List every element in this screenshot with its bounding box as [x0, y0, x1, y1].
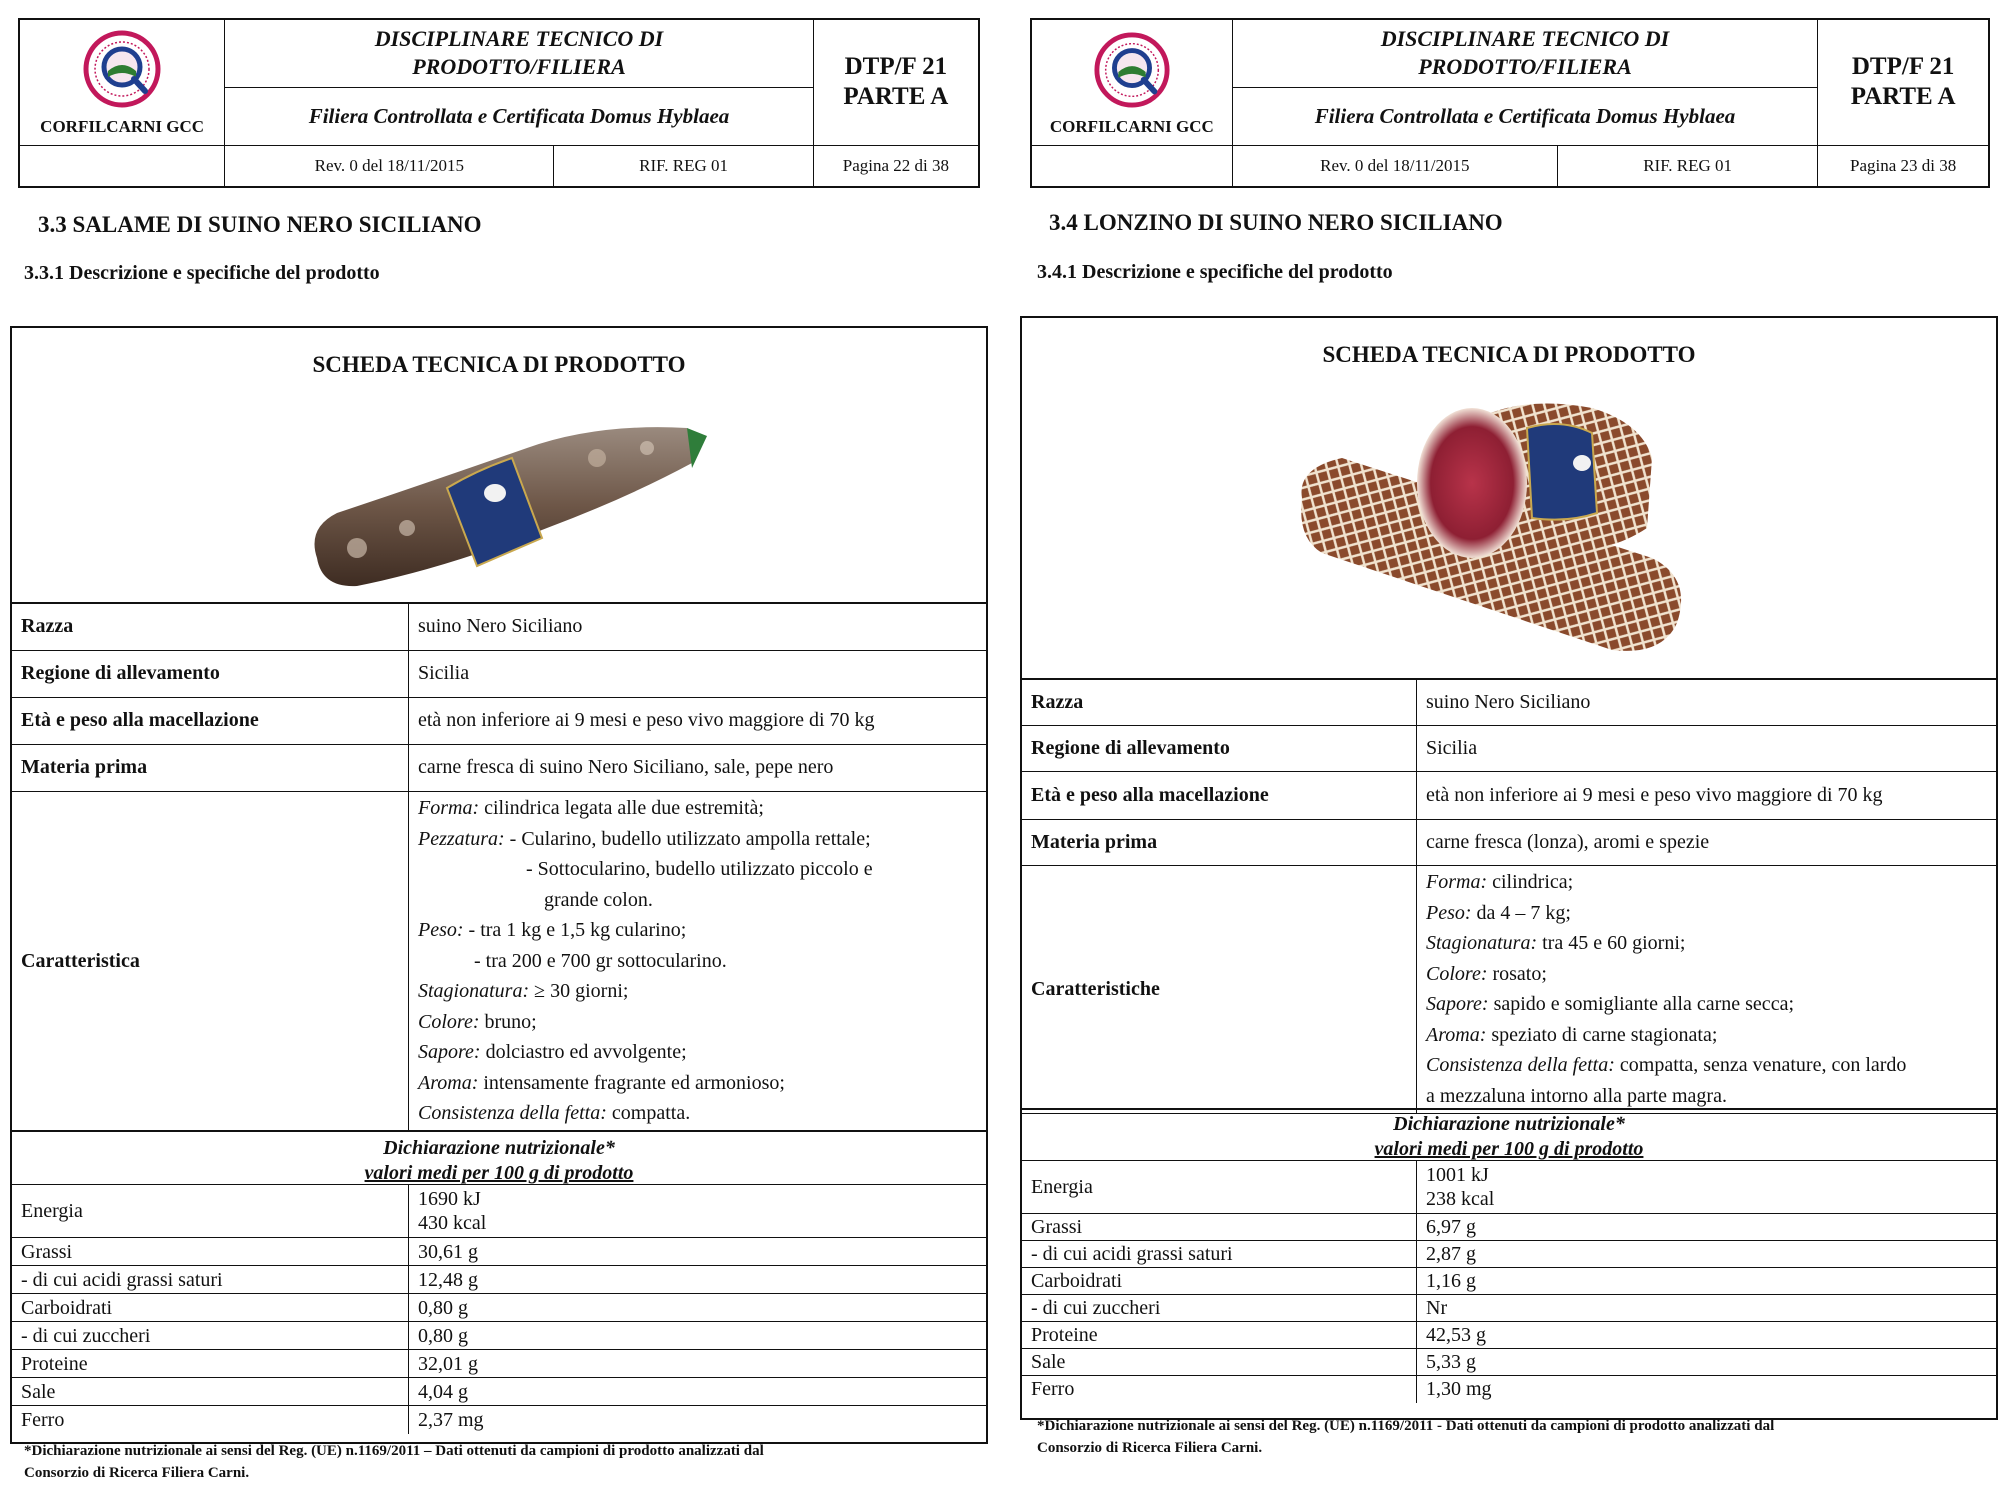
nutrition-heading: Dichiarazione nutrizionale* valori medi per 100 g di prodotto [12, 1130, 986, 1192]
nutrition-row [1022, 1376, 1996, 1403]
revision-info: Rev. 0 del 18/11/2015 [1232, 145, 1557, 187]
sheet-title: SCHEDA TECNICA DI PRODOTTO [312, 352, 686, 377]
spec-row [1022, 679, 1996, 725]
nutrition-value: 1001 kJ 238 kcal [1417, 1161, 1997, 1214]
spec-label: Regione di allevamento [12, 650, 409, 697]
page-header [18, 18, 980, 188]
nutrition-value: 0,80 g [409, 1294, 987, 1322]
section-title: 3.4 LONZINO DI SUINO NERO SICILIANO [1049, 210, 1503, 235]
nutrition-row [12, 1266, 986, 1294]
characteristics-value: Forma: cilindrica; Peso: da 4 – 7 kg; Stagionatura: tra 45 e 60 giorni; Colore: rosato; Sapore: sapido e somigliante alla carne secca; Aroma: speziato di carne stagionata; Consistenza della fetta: compatta, senza venature, con lardo a mezzaluna intorno alla parte magra. [1417, 865, 1997, 1113]
subsection-title: 3.3.1 Descrizione e specifiche del prodotto [24, 262, 380, 284]
page-header [1030, 18, 1990, 188]
page-number: Pagina 23 di 38 [1818, 145, 1989, 187]
nutrition-value: 0,80 g [409, 1322, 987, 1350]
nutrition-row [1022, 1349, 1996, 1376]
nutrition-value: Nr [1417, 1295, 1997, 1322]
nutrition-value: 12,48 g [409, 1266, 987, 1294]
nutrition-row [1022, 1161, 1996, 1214]
spec-value: Sicilia [1417, 725, 1997, 771]
nutrition-value: 32,01 g [409, 1350, 987, 1378]
section-title: 3.3 SALAME DI SUINO NERO SICILIANO [38, 212, 482, 237]
document-title: DISCIPLINARE TECNICO DI PRODOTTO/FILIERA [1232, 19, 1818, 87]
nutrition-value: 5,33 g [1417, 1349, 1997, 1376]
nutrition-value: 2,37 mg [409, 1406, 987, 1434]
nutrition-row [1022, 1268, 1996, 1295]
nutrition-value: 30,61 g [409, 1238, 987, 1266]
spec-label: Regione di allevamento [1022, 725, 1417, 771]
document-subtitle: Filiera Controllata e Certificata Domus Hyblaea [225, 87, 814, 145]
nutrition-value: 42,53 g [1417, 1322, 1997, 1349]
lonzino-image [1282, 388, 1702, 663]
nutrition-table [1022, 1160, 1996, 1403]
empty-cell [1031, 145, 1232, 187]
nutrition-row [1022, 1214, 1996, 1241]
spec-row [12, 603, 986, 650]
spec-value: suino Nero Siciliano [409, 603, 987, 650]
nutrition-value: 1690 kJ 430 kcal [409, 1185, 987, 1238]
reference-info: RIF. REG 01 [1557, 145, 1817, 187]
spec-label: Materia prima [1022, 819, 1417, 865]
spec-label: Razza [1022, 679, 1417, 725]
nutrition-label: - di cui acidi grassi saturi [1022, 1241, 1417, 1268]
spec-row [1022, 771, 1996, 819]
spec-value: suino Nero Siciliano [1417, 679, 1997, 725]
document-page-23 [1015, 0, 2000, 1500]
nutrition-value: 4,04 g [409, 1378, 987, 1406]
product-sheet [10, 326, 988, 1444]
spec-value: carne fresca di suino Nero Siciliano, sale, pepe nero [409, 744, 987, 791]
nutrition-row [12, 1378, 986, 1406]
company-logo-cell [19, 19, 225, 145]
nutrition-table [12, 1184, 986, 1434]
spec-label: Razza [12, 603, 409, 650]
nutrition-label: Energia [12, 1185, 409, 1238]
subsection-title: 3.4.1 Descrizione e specifiche del prodotto [1037, 261, 1393, 283]
nutrition-row [1022, 1241, 1996, 1268]
nutrition-heading: Dichiarazione nutrizionale* valori medi per 100 g di prodotto [1022, 1108, 1996, 1164]
nutrition-label: Proteine [12, 1350, 409, 1378]
spec-label: Età e peso alla macellazione [1022, 771, 1417, 819]
spec-label: Età e peso alla macellazione [12, 697, 409, 744]
spec-row [12, 744, 986, 791]
nutrition-row [12, 1185, 986, 1238]
nutrition-label: Ferro [1022, 1376, 1417, 1403]
page-number: Pagina 22 di 38 [813, 145, 979, 187]
document-subtitle: Filiera Controllata e Certificata Domus Hyblaea [1232, 87, 1818, 145]
nutrition-label: Carboidrati [12, 1294, 409, 1322]
empty-cell [19, 145, 225, 187]
nutrition-label: Ferro [12, 1406, 409, 1434]
nutrition-label: Grassi [1022, 1214, 1417, 1241]
nutrition-label: - di cui acidi grassi saturi [12, 1266, 409, 1294]
nutrition-row [12, 1294, 986, 1322]
spec-value: carne fresca (lonza), aromi e spezie [1417, 819, 1997, 865]
company-logo-cell [1031, 19, 1232, 145]
nutrition-label: Sale [1022, 1349, 1417, 1376]
nutrition-row [12, 1238, 986, 1266]
nutrition-row [12, 1406, 986, 1434]
characteristics-label: Caratteristiche [1022, 865, 1417, 1113]
nutrition-value: 6,97 g [1417, 1214, 1997, 1241]
revision-info: Rev. 0 del 18/11/2015 [225, 145, 554, 187]
nutrition-row [12, 1350, 986, 1378]
reference-info: RIF. REG 01 [554, 145, 813, 187]
certification-logo-icon [82, 29, 162, 109]
nutrition-label: - di cui zuccheri [1022, 1295, 1417, 1322]
characteristics-value: Forma: cilindrica legata alle due estremità; Pezzatura: - Cularino, budello utilizzato ampolla rettale; - Sottocularino, budello utilizzato piccolo e grande colon. Peso: - tra 1 kg e 1,5 kg cularino; - tra 200 e 700 gr sottocularino. Stagionatura: ≥ 30 giorni; Colore: bruno; Sapore: dolciastro ed avvolgente; Aroma: intensamente fragrante ed armonioso; Consistenza della fetta: compatta. [409, 791, 987, 1131]
spec-row [1022, 819, 1996, 865]
spec-table [1022, 678, 1996, 1114]
nutrition-label: Proteine [1022, 1322, 1417, 1349]
nutrition-value: 2,87 g [1417, 1241, 1997, 1268]
characteristics-label: Caratteristica [12, 791, 409, 1131]
document-code: DTP/F 21 PARTE A [1818, 19, 1989, 145]
footnote: *Dichiarazione nutrizionale ai sensi del Reg. (UE) n.1169/2011 – Dati ottenuti da campioni di prodotto analizzati dal Consorzio di Ricerca Filiera Carni. [24, 1443, 764, 1481]
company-name: CORFILCARNI GCC [1049, 116, 1214, 136]
characteristics-row [12, 791, 986, 1131]
spec-value: Sicilia [409, 650, 987, 697]
nutrition-label: Sale [12, 1378, 409, 1406]
nutrition-value: 1,30 mg [1417, 1376, 1997, 1403]
spec-row [12, 650, 986, 697]
nutrition-label: Carboidrati [1022, 1268, 1417, 1295]
sheet-title: SCHEDA TECNICA DI PRODOTTO [1322, 342, 1696, 367]
nutrition-row [1022, 1295, 1996, 1322]
spec-value: età non inferiore ai 9 mesi e peso vivo maggiore di 70 kg [409, 697, 987, 744]
spec-table [12, 602, 986, 1132]
spec-label: Materia prima [12, 744, 409, 791]
nutrition-label: Grassi [12, 1238, 409, 1266]
nutrition-label: Energia [1022, 1161, 1417, 1214]
document-title: DISCIPLINARE TECNICO DI PRODOTTO/FILIERA [225, 19, 814, 87]
nutrition-value: 1,16 g [1417, 1268, 1997, 1295]
footnote: *Dichiarazione nutrizionale ai sensi del Reg. (UE) n.1169/2011 - Dati ottenuti da campioni di prodotto analizzati dal Consorzio di Ricerca Filiera Carni. [1037, 1418, 1775, 1456]
company-name: CORFILCARNI GCC [40, 116, 205, 136]
spec-row [12, 697, 986, 744]
spec-value: età non inferiore ai 9 mesi e peso vivo maggiore di 70 kg [1417, 771, 1997, 819]
salame-image [297, 408, 717, 593]
document-code: DTP/F 21 PARTE A [813, 19, 979, 145]
nutrition-row [12, 1322, 986, 1350]
certification-logo-icon [1093, 31, 1171, 109]
spec-row [1022, 725, 1996, 771]
nutrition-row [1022, 1322, 1996, 1349]
nutrition-label: - di cui zuccheri [12, 1322, 409, 1350]
characteristics-row [1022, 865, 1996, 1113]
product-sheet [1020, 316, 1998, 1420]
